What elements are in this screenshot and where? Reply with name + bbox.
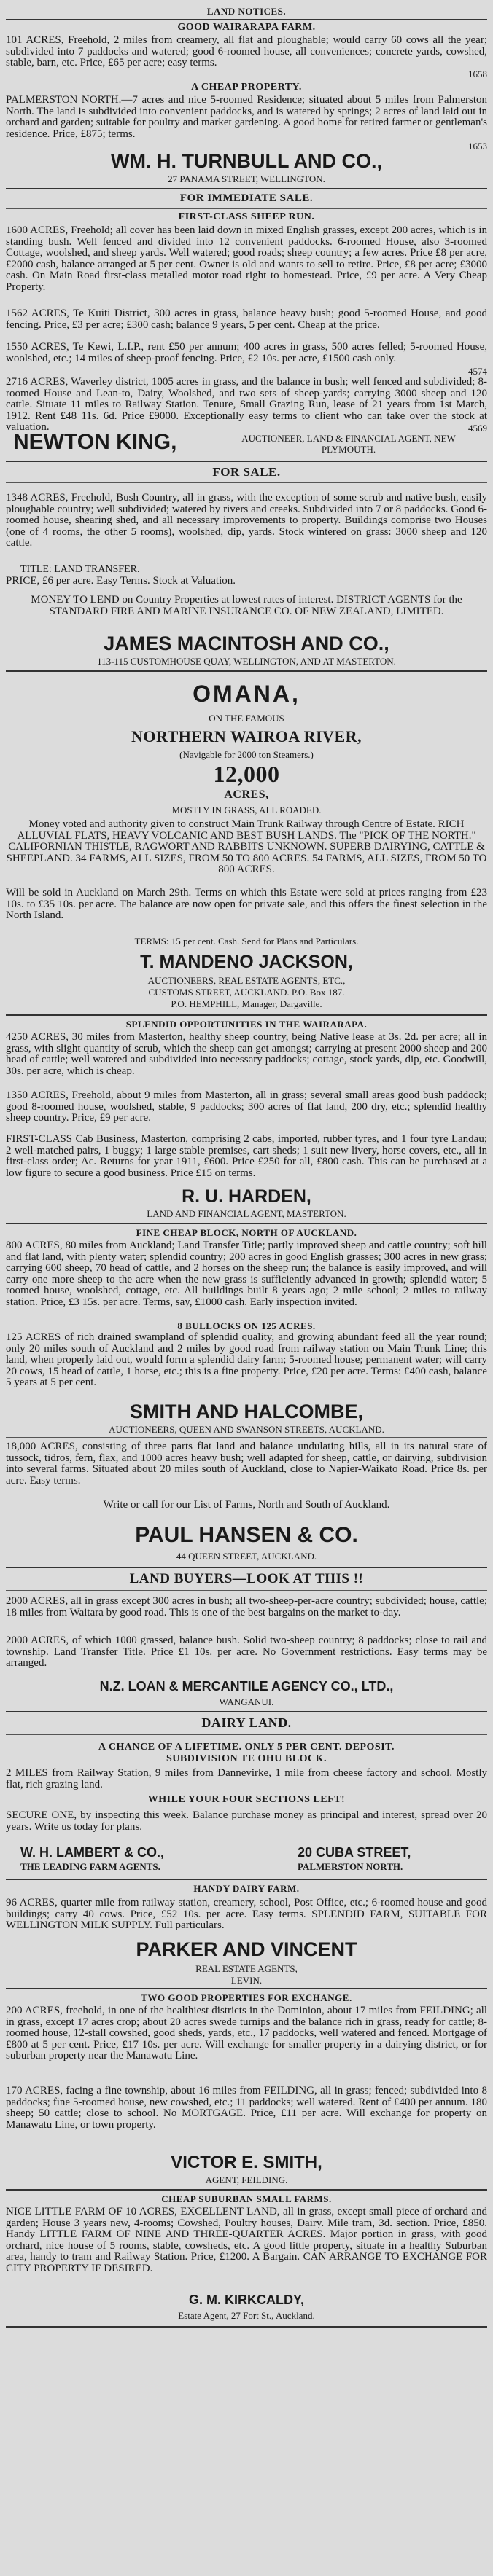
divider	[6, 1711, 487, 1712]
s5-p2: 1350 ACRES, Freehold, about 9 miles from Masterton, all in grass; several small areas good bush paddock; good 8-roomed house, woolshed, stable, 9 paddocks; 300 acres of flat land, 200 dry, etc.; splendid healthy sheep country. Price, £9 per acre.	[6, 1089, 487, 1124]
s4-agent: T. MANDENO JACKSON,	[140, 952, 353, 972]
s1-body: 101 ACRES, Freehold, 2 miles from creamery, all flat and ploughable; would carry 60 cows all the year; subdivided into 7 paddocks and watered; good 6-roomed house, all conveniences; concrete yards, cowshed, stable, barn, etc. Price, £65 per acre; easy terms.	[6, 34, 487, 69]
s12-address: Estate Agent, 27 Fort St., Auckland.	[178, 2310, 315, 2321]
divider	[6, 1734, 487, 1735]
divider	[6, 188, 487, 189]
s3-p2: TITLE: LAND TRANSFER.	[20, 564, 140, 575]
s10-p1: 96 ACRES, quarter mile from railway station, creamery, school, Post Office, etc.; 6-roomed house and good buildings; carry 40 cows. Price, £52 10s. per acre. Easy terms. SPLENDID FARM, SUITABLE FOR WELLINGTON MILK SUPPLY. Full particulars.	[6, 1897, 487, 1932]
s6-p1: 800 ACRES, 80 miles from Auckland; Land Transfer Title; partly improved sheep and cattle country; soft hill and flat land, with plenty water; splendid country; 200 acres in good English grasses; 300 acres in new grass; carrying 600 sheep, 70 head of cattle, and 2 horses on the sheep run; the balance is easily improved, and will carry one more sheep to the acre when the new grass is sufficiently advanced in growth; splendid water; 5 roomed house, woolshed, cottage, etc. All buildings built 8 years ago; 2 mile school; 2 miles to railway station. Price, £3 15s. per acre. Terms, say, £1000 cash. Early inspection invited.	[6, 1240, 487, 1308]
s3-address: 113-115 CUSTOMHOUSE QUAY, WELLINGTON, AND AT MASTERTON.	[97, 656, 396, 667]
s1-address: 27 PANAMA STREET, WELLINGTON.	[168, 173, 325, 184]
divider	[6, 461, 487, 462]
s8-p1: 2000 ACRES, all in grass except 300 acres in bush; all two-sheep-per-acre country; subdivided; house, cattle; 18 miles from Waitara by good road. This is one of the best bargains on the market to-day.	[6, 1595, 487, 1618]
s9-sub: A CHANCE OF A LIFETIME. ONLY 5 PER CENT. DEPOSIT.	[98, 1742, 395, 1753]
s2-ref4: 4569	[468, 423, 487, 434]
s9-agent-right: 20 CUBA STREET,	[298, 1845, 411, 1860]
s5-heading: SPLENDID OPPORTUNITIES IN THE WAIRARAPA.	[125, 1019, 368, 1030]
s4-address2: P.O. HEMPHILL, Manager, Dargaville.	[171, 998, 322, 1009]
s3-agent: JAMES MACINTOSH AND CO.,	[104, 633, 389, 654]
s6-p2: 125 ACRES of rich drained swampland of splendid quality, and growing abundant feed all the year round; only 20 miles south of Auckland and 2 miles by good road from railway station on Main Trunk Line; this land, when properly laid out, would form a splendid dairy farm; 5-roomed house; permanent water; will carry 20 cows, 15 head of cattle, 1 horse, etc.; this is a fine property. Price, £20 per acre. Terms: £400 cash, balance 5 years at 5 per cent.	[6, 1331, 487, 1389]
s10-heading: HANDY DAIRY FARM.	[193, 1883, 300, 1894]
s1-agent: WM. H. TURNBULL AND CO.,	[111, 150, 382, 172]
s8-p2: 2000 ACRES, of which 1000 grassed, balance bush. Solid two-sheep country; 8 paddocks; close to rail and township. Land Transfer Title. Price £1 10s. per acre. No Government restrictions. Easy terms may be arranged.	[6, 1635, 487, 1669]
s2-p3: 1550 ACRES, Te Kewi, L.I.P., rent £50 per annum; 400 acres in grass, 500 acres felled; 5-roomed House, woolshed, etc.; 14 miles of sheep-proof fencing. Price, £2 10s. per acre, £1500 cash only.	[6, 341, 487, 364]
s2-agent-block	[6, 430, 487, 456]
s12-p1: NICE LITTLE FARM OF 10 ACRES, EXCELLENT LAND, all in grass, except small piece of orchard and garden; House 3 years new, 4-rooms; Cowshed, Poultry houses, Dairy. Mile tram, 3d. section. Price, £850. Handy LITTLE FARM OF NINE AND THREE-QUARTER ACRES. Major portion in grass, with good orchard, nice house of 5 rooms, stable, cowsheds, etc. A good little property, situate in a healthy Suburban area, handy to tram and Railway Station. Price, £1200. A Bargain. CAN ARRANGE TO EXCHANGE FOR CITY PROPERTY IF DESIRED.	[6, 2206, 487, 2274]
divider	[6, 208, 487, 209]
divider	[6, 1590, 487, 1591]
divider	[6, 1988, 487, 1989]
s3-p1: 1348 ACRES, Freehold, Bush Country, all in grass, with the exception of some scrub and native bush, easily ploughable country; well subdivided; watered by rivers and creeks. Subdivided into 7 or 8 paddocks. Good 6-roomed house, shearing shed, and all necessary improvements to property. Buildings comprise two Houses (one of 4 rooms, the other 5 rooms), woolshed, dip, yards. Stock wintered on grass: 3000 sheep and 120 cattle.	[6, 492, 487, 549]
s11-heading: TWO GOOD PROPERTIES FOR EXCHANGE.	[141, 1992, 352, 2003]
divider	[6, 19, 487, 20]
s7-p2: Write or call for our List of Farms, North and South of Auckland.	[103, 1499, 390, 1511]
s9-agent-block	[6, 1845, 487, 1874]
s12-heading: CHEAP SUBURBAN SMALL FARMS.	[161, 2193, 332, 2204]
s9-note-left: THE LEADING FARM AGENTS.	[20, 1861, 160, 1872]
s10-agent: PARKER AND VINCENT	[136, 1938, 357, 1960]
s10-address: LEVIN.	[230, 1975, 263, 1986]
s5-agent: R. U. HARDEN,	[182, 1186, 311, 1207]
s5-p1: 4250 ACRES, 30 miles from Masterton, healthy sheep country, being Native lease at 3s. 2d. per acre; all in grass, with slight quantity of scrub, which the sheep can get amongst; carrying at present 2000 sheep and 200 head of cattle; well watered and subdivided into necessary paddocks; cottage, stock yards, dip, etc. Goodwill, 30s. per acre, which is cheap.	[6, 1031, 487, 1077]
s2-subheading: FIRST-CLASS SHEEP RUN.	[178, 211, 315, 222]
newspaper-column	[6, 4, 487, 2566]
s4-agent-note: AUCTIONEERS, REAL ESTATE AGENTS, ETC.,	[147, 975, 346, 986]
s8-address: WANGANUI.	[219, 1696, 274, 1707]
s4-river: NORTHERN WAIROA RIVER,	[131, 727, 362, 745]
s1-ref: 1658	[468, 68, 487, 79]
s6-heading: FINE CHEAP BLOCK, NORTH OF AUCKLAND.	[136, 1227, 357, 1238]
s11-p1: 200 ACRES, freehold, in one of the healthiest districts in the Dominion, about 17 miles from FEILDING; all in grass, except 17 acres crop; about 20 acres swede turnips and the balance rich in grass, ready for cattle; 8-roomed house, 12-stall cowshed, good sheds, yards, etc., 17 paddocks, well watered and fenced. Mortgage of £800 at 5 per cent. Price, £17 10s. per acre. Will exchange for smaller property in a dairying district, or for suburban property near the Manawatu Line.	[6, 2005, 487, 2062]
s1-heading: GOOD WAIRARAPA FARM.	[177, 22, 316, 33]
s7-p1: 18,000 ACRES, consisting of three parts flat land and balance undulating hills, all in its natural state of tussock, tidros, fern, flax, and 1000 acres heavy bush; well adapted for sheep, cattle, or dairying, subdivision into several farms. Situated about 20 miles south of Auckland, close to Napier-Waikato Road. Price 8s. per acre. Easy terms.	[6, 1441, 487, 1487]
divider	[6, 2189, 487, 2191]
s4-body2: Will be sold in Auckland on March 29th. Terms on which this Estate were sold at prices ranging from £23 10s. to £35 10s. per acre. The balance are now open for private sale, and this offers the finest selection in the North Island.	[6, 887, 487, 922]
s9-note-right: PALMERSTON NORTH.	[298, 1861, 403, 1872]
s9-sub2: SUBDIVISION TE OHU BLOCK.	[166, 1753, 327, 1764]
s4-acres: 12,000	[213, 761, 280, 787]
divider	[6, 1437, 487, 1438]
s9-agent-left: W. H. LAMBERT & CO.,	[20, 1845, 164, 1860]
s4-body: Money voted and authority given to construct Main Trunk Railway through Centre of Estate. RICH ALLUVIAL FLATS, HEAVY VOLCANIC AND BEST BUSH LANDS. The "PICK OF THE NORTH." CALIFORNIAN THISTLE, RAGWORT AND RABBITS UNKNOWN. SUPERB DAIRYING, CATTLE & SHEEPLAND. 34 FARMS, ALL SIZES, FROM 50 TO 800 ACRES. 54 FARMS, ALL SIZES, FROM 50 TO 800 ACRES.	[6, 818, 487, 876]
s1-body2: PALMERSTON NORTH.—7 acres and nice 5-roomed Residence; situated about 5 miles from Palmerston North. The land is subdivided into convenient paddocks, and is watered by springs; 2 acres of land laid out in orchard and garden; suitable for poultry and market gardening. A good home for retired farmer or gentleman's residence. Price, £875; terms.	[6, 94, 487, 140]
s2-heading: FOR IMMEDIATE SALE.	[179, 192, 314, 204]
s4-on: ON THE FAMOUS	[209, 713, 284, 724]
s7-address: 44 QUEEN STREET, AUCKLAND.	[176, 1551, 317, 1562]
s11-p2: 170 ACRES, facing a fine township, about 16 miles from FEILDING, all in grass; fenced; subdivided into 8 paddocks; fine 5-roomed house, new cowshed, etc.; 11 paddocks; well watered. Rent of £400 per annum. 180 sheep; 50 cattle; close to school. No MORTGAGE. Price, £11 per acre. Will exchange for property on Manawatu Line, or town property.	[6, 2085, 487, 2131]
s1-subheading: A CHEAP PROPERTY.	[191, 82, 302, 93]
divider	[6, 1567, 487, 1568]
s5-p3: FIRST-CLASS Cab Business, Masterton, comprising 2 cabs, imported, rubber tyres, and 1 four tyre Landau; 2 well-matched pairs, 1 buggy; 1 large stable premises, cart sheds; 1 suit new livery, horse covers, etc., all in first-class order; Ac. Returns for year 1911, £600. Price £250 for all, £800 cash. This can be purchased at a low figure to secure a good business. Price £15 on terms.	[6, 1133, 487, 1179]
s4-mostly: MOSTLY IN GRASS, ALL ROADED.	[171, 804, 322, 815]
s6-agent-note: AUCTIONEERS, QUEEN AND SWANSON STREETS, AUCKLAND.	[109, 1424, 384, 1435]
s4-title: OMANA,	[193, 681, 300, 707]
s5-agent-note: LAND AND FINANCIAL AGENT, MASTERTON.	[147, 1208, 346, 1219]
s6-agent: SMITH AND HALCOMBE,	[130, 1401, 363, 1422]
s4-nav: (Navigable for 2000 ton Steamers.)	[179, 749, 314, 760]
divider	[6, 1014, 487, 1016]
page-title: LAND NOTICES.	[206, 6, 287, 17]
s8-agent: N.Z. LOAN & MERCANTILE AGENCY CO., LTD.,	[99, 1679, 394, 1694]
s4-terms: TERMS: 15 per cent. Cash. Send for Plans and Particulars.	[134, 936, 359, 947]
s11-address: AGENT, FEILDING.	[205, 2174, 288, 2185]
s3-p3: PRICE, £6 per acre. Easy Terms. Stock at Valuation.	[6, 575, 236, 587]
s2-agent: NEWTON KING,	[13, 430, 177, 454]
s2-ref3: 4574	[468, 366, 487, 377]
s9-sub3: WHILE YOUR FOUR SECTIONS LEFT!	[147, 1794, 346, 1805]
divider	[6, 1223, 487, 1224]
s2-p1: 1600 ACRES, Freehold; all cover has been laid down in mixed English grasses, except 200 acres, which is in standing bush. Well fenced and divided into 12 convenient paddocks. 6-roomed House, also 3-roomed Cottage, woolshed, and sheep yards. Well watered; good roads; sheep country; a few acres. Price £8 per acre, £2000 cash, balance arranged at 5 per cent. Owner is old and wants to sell to retire. Price, £8 per acre; £3000 cash. On Main Road first-class metalled motor road right to homestead. Price, £9 per acre. A Very Cheap Property.	[6, 224, 487, 293]
divider	[6, 2326, 487, 2328]
s9-heading: DAIRY LAND.	[201, 1715, 292, 1730]
s3-heading: FOR SALE.	[212, 465, 281, 479]
s11-agent: VICTOR E. SMITH,	[171, 2153, 322, 2172]
s2-p2: 1562 ACRES, Te Kuiti District, 300 acres in grass, balance heavy bush; good 5-roomed House, and good fencing. Price, £3 per acre; £300 cash; balance 9 years, 5 per cent. Cheap at the price.	[6, 308, 487, 331]
s1-ref2: 1653	[468, 141, 487, 152]
s9-p1: 2 MILES from Railway Station, 9 miles from Dannevirke, 1 mile from cheese factory and school. Mostly flat, rich grazing land.	[6, 1767, 487, 1790]
s10-agent-note: REAL ESTATE AGENTS,	[195, 1963, 298, 1974]
s2-p4: 2716 ACRES, Waverley district, 1005 acres in grass, and the balance in bush; well fenced and subdivided; 8-roomed House and Lean-to, Dairy, Woolshed, and two sets of sheep-yards; carrying 3000 sheep and 120 cattle. Situate 11 miles to Railway Station. Tenure, Small Grazing Run, lease of 21 years from 1st March, 1912. Rent £48 11s. 6d. Price £9000. Exceptionally easy terms to client who can take over the stock at valuation.	[6, 376, 487, 434]
s7-agent: PAUL HANSEN & CO.	[135, 1523, 358, 1547]
s9-p2: SECURE ONE, by inspecting this week. Balance purchase money as principal and interest, spread over 20 years. Write us today for plans.	[6, 1809, 487, 1833]
divider	[6, 482, 487, 483]
s3-p4: MONEY TO LEND on Country Properties at lowest rates of interest. DISTRICT AGENTS for the STANDARD FIRE AND MARINE INSURANCE CO. OF NEW ZEALAND, LIMITED.	[31, 594, 462, 617]
s4-acres-label: ACRES,	[224, 788, 269, 801]
s6-sub: 8 BULLOCKS ON 125 ACRES.	[177, 1320, 316, 1331]
s2-agent-note: AUCTIONEER, LAND & FINANCIAL AGENT, NEW PLYMOUTH.	[241, 433, 456, 455]
divider	[6, 670, 487, 672]
s8-heading: LAND BUYERS—LOOK AT THIS !!	[129, 1571, 364, 1586]
divider	[6, 1879, 487, 1880]
s12-agent: G. M. KIRKCALDY,	[188, 2293, 304, 2307]
s4-address: CUSTOMS STREET, AUCKLAND. P.O. Box 187.	[148, 987, 345, 998]
